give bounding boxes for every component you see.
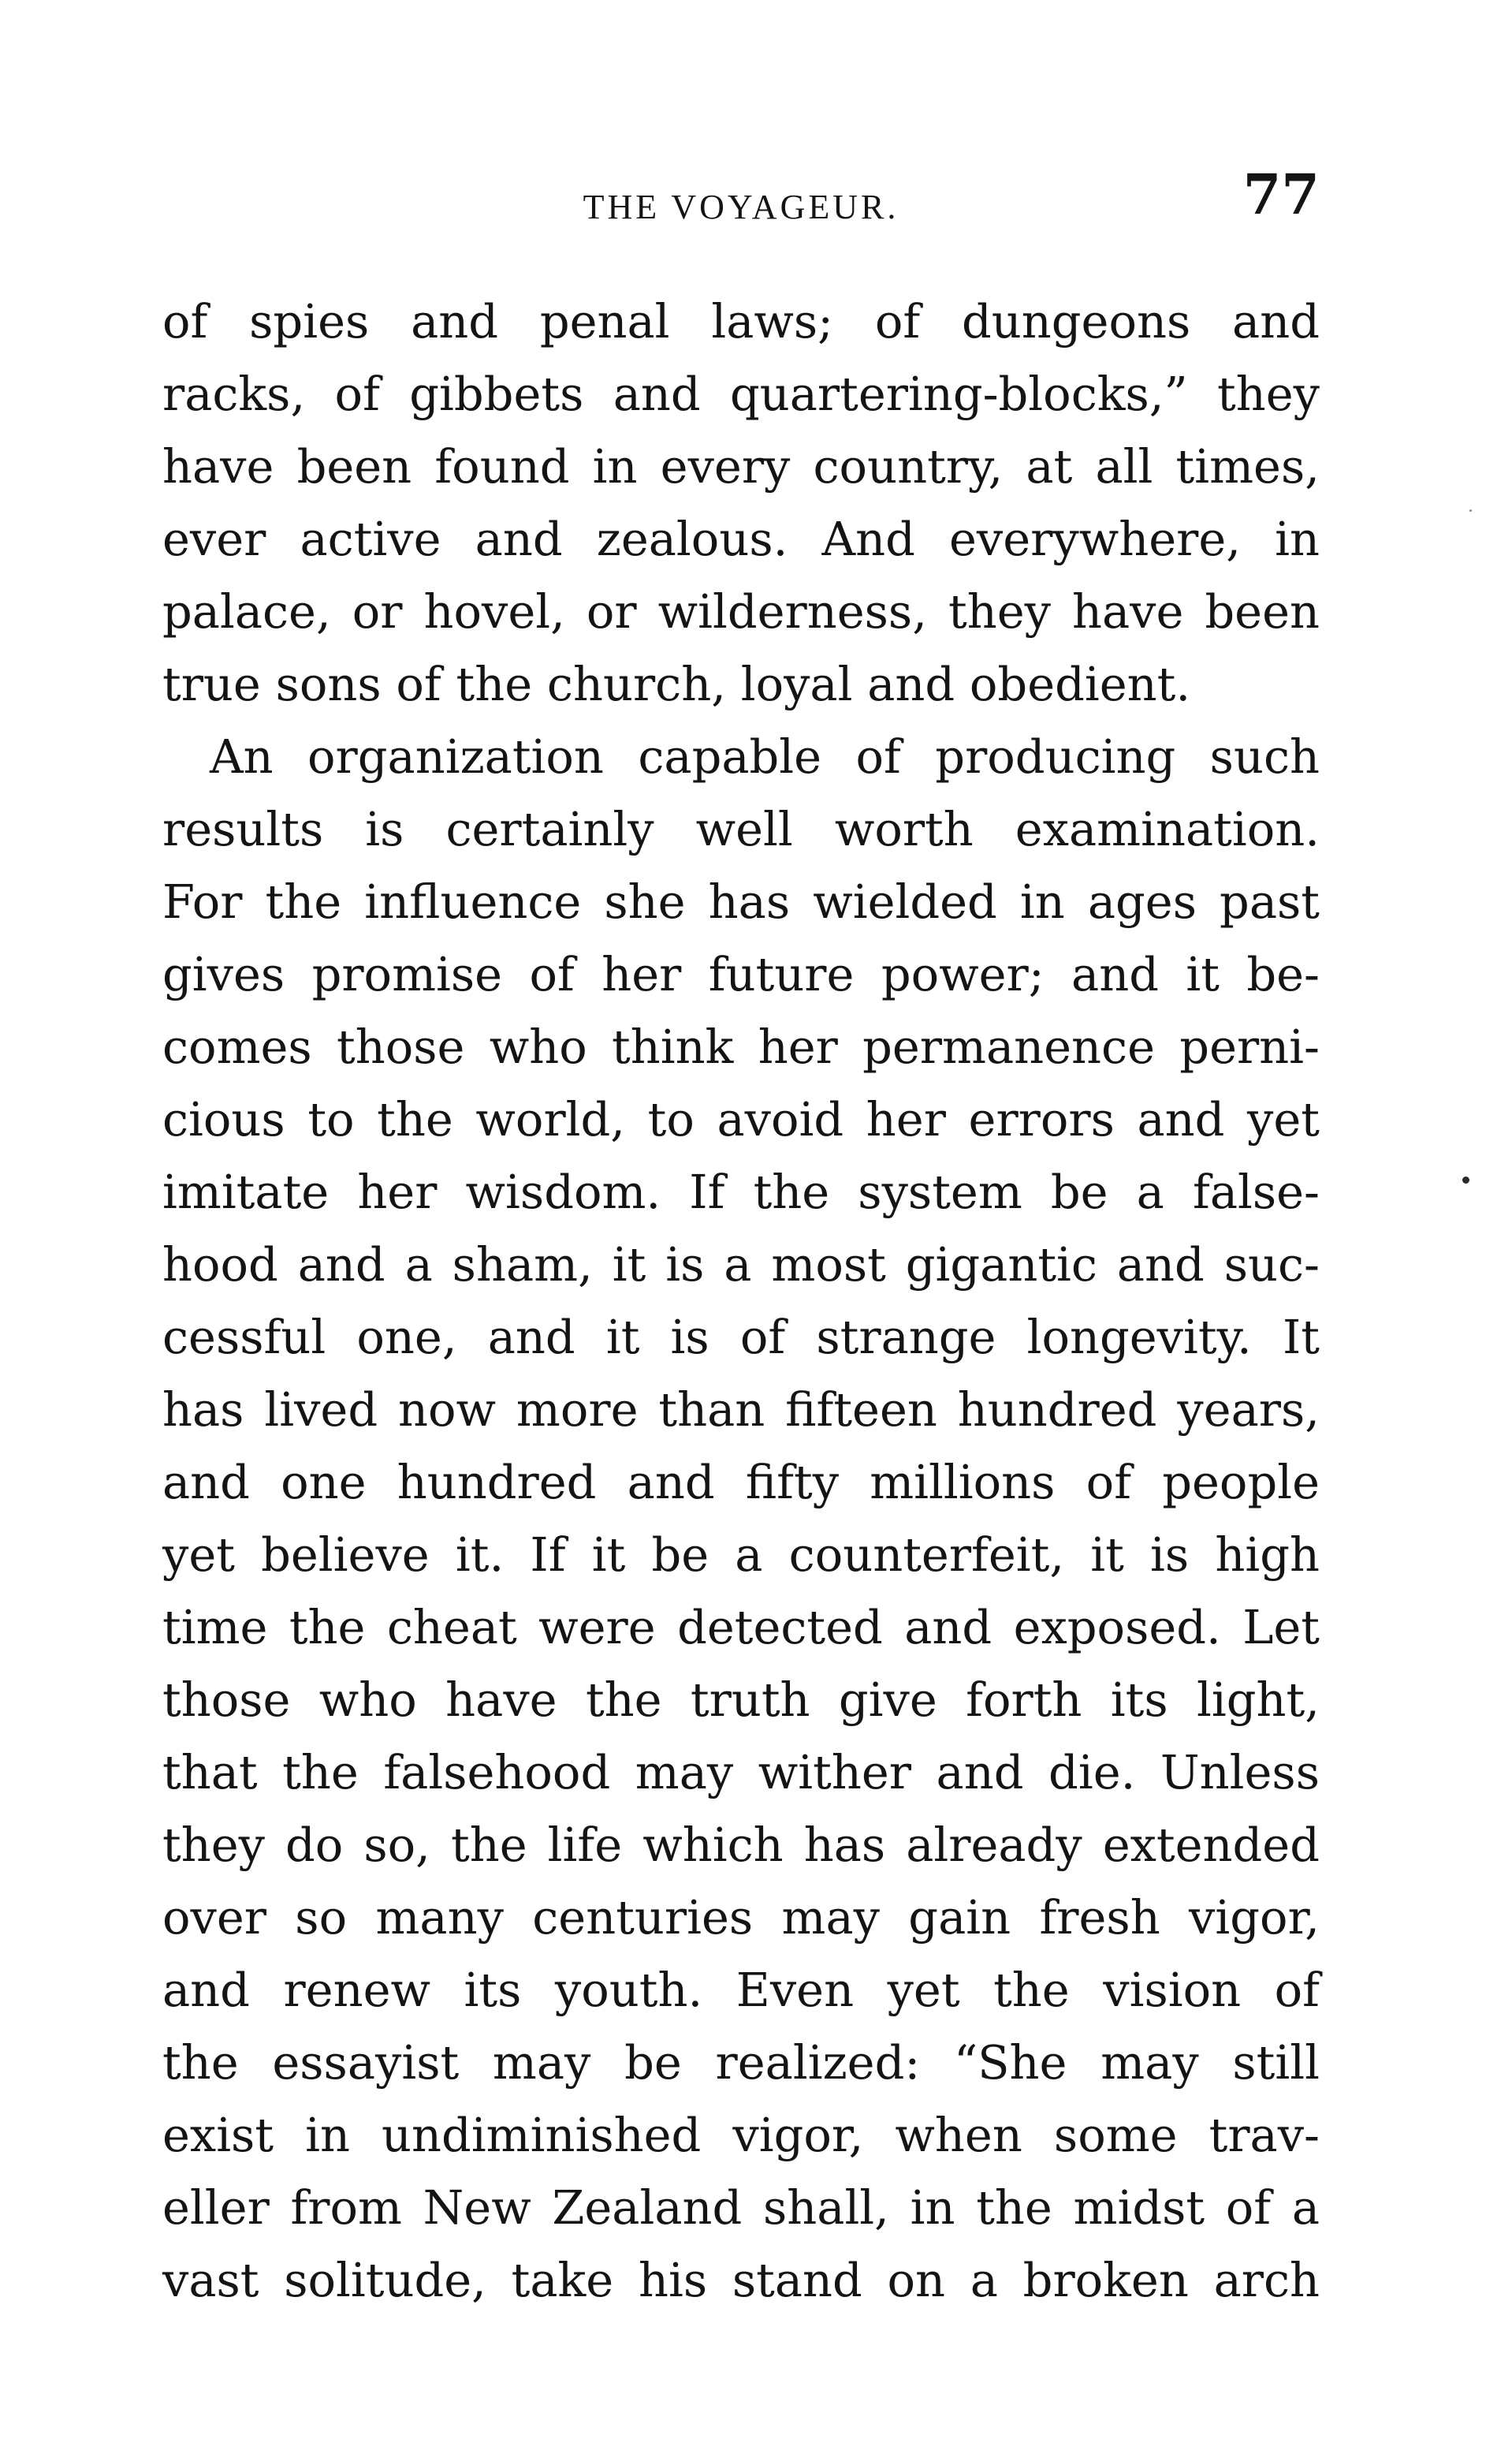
text-line: For the influence she has wielded in ages past <box>162 874 1320 929</box>
text-line: of spies and penal laws; of dungeons and <box>162 294 1320 349</box>
text-line: exist in undiminished vigor, when some trav- <box>162 2108 1320 2162</box>
text-line: results is certainly well worth examination. <box>162 802 1320 856</box>
text-line: yet believe it. If it be a counterfeit, it is high <box>162 1527 1320 1582</box>
body-text <box>162 285 1320 2317</box>
text-line: those who have the truth give forth its light, <box>162 1672 1320 1727</box>
text-line: vast solitude, take his stand on a broken arch <box>162 2253 1320 2307</box>
text-line: over so many centuries may gain fresh vigor, <box>162 1890 1320 1945</box>
text-line: the essayist may be realized: “She may still <box>162 2035 1320 2090</box>
text-line: ever active and zealous. And everywhere, in <box>162 512 1320 566</box>
text-line: have been found in every country, at all times, <box>162 439 1320 494</box>
text-line: has lived now more than fifteen hundred years, <box>162 1382 1320 1437</box>
text-line: cious to the world, to avoid her errors and yet <box>162 1092 1320 1147</box>
ink-dot <box>1462 1177 1469 1184</box>
text-line: that the falsehood may wither and die. Unless <box>162 1745 1320 1799</box>
page-header <box>162 162 1320 241</box>
text-line: imitate her wisdom. If the system be a false- <box>162 1165 1320 1219</box>
text-line: and renew its youth. Even yet the vision of <box>162 1963 1320 2017</box>
text-line: hood and a sham, it is a most gigantic and suc- <box>162 1237 1320 1292</box>
text-line: palace, or hovel, or wilderness, they have been <box>162 584 1320 639</box>
running-head: THE VOYAGEUR. <box>583 188 899 226</box>
text-line: they do so, the life which has already extended <box>162 1818 1320 1872</box>
text-line: comes those who think her permanence perni- <box>162 1020 1320 1074</box>
page-number: 77 <box>1242 162 1320 227</box>
paragraph-start-line: An organization capable of producing such <box>210 729 1320 784</box>
text-line: gives promise of her future power; and it be- <box>162 947 1320 1001</box>
paper-speck <box>1469 509 1472 512</box>
text-line: racks, of gibbets and quartering-blocks,” they <box>162 367 1320 421</box>
text-line: time the cheat were detected and exposed. Let <box>162 1600 1320 1654</box>
text-line: eller from New Zealand shall, in the midst of a <box>162 2180 1320 2235</box>
text-line: and one hundred and fifty millions of people <box>162 1455 1320 1509</box>
text-line: true sons of the church, loyal and obedient. <box>162 657 1191 711</box>
text-line: cessful one, and it is of strange longevity. It <box>162 1310 1320 1364</box>
